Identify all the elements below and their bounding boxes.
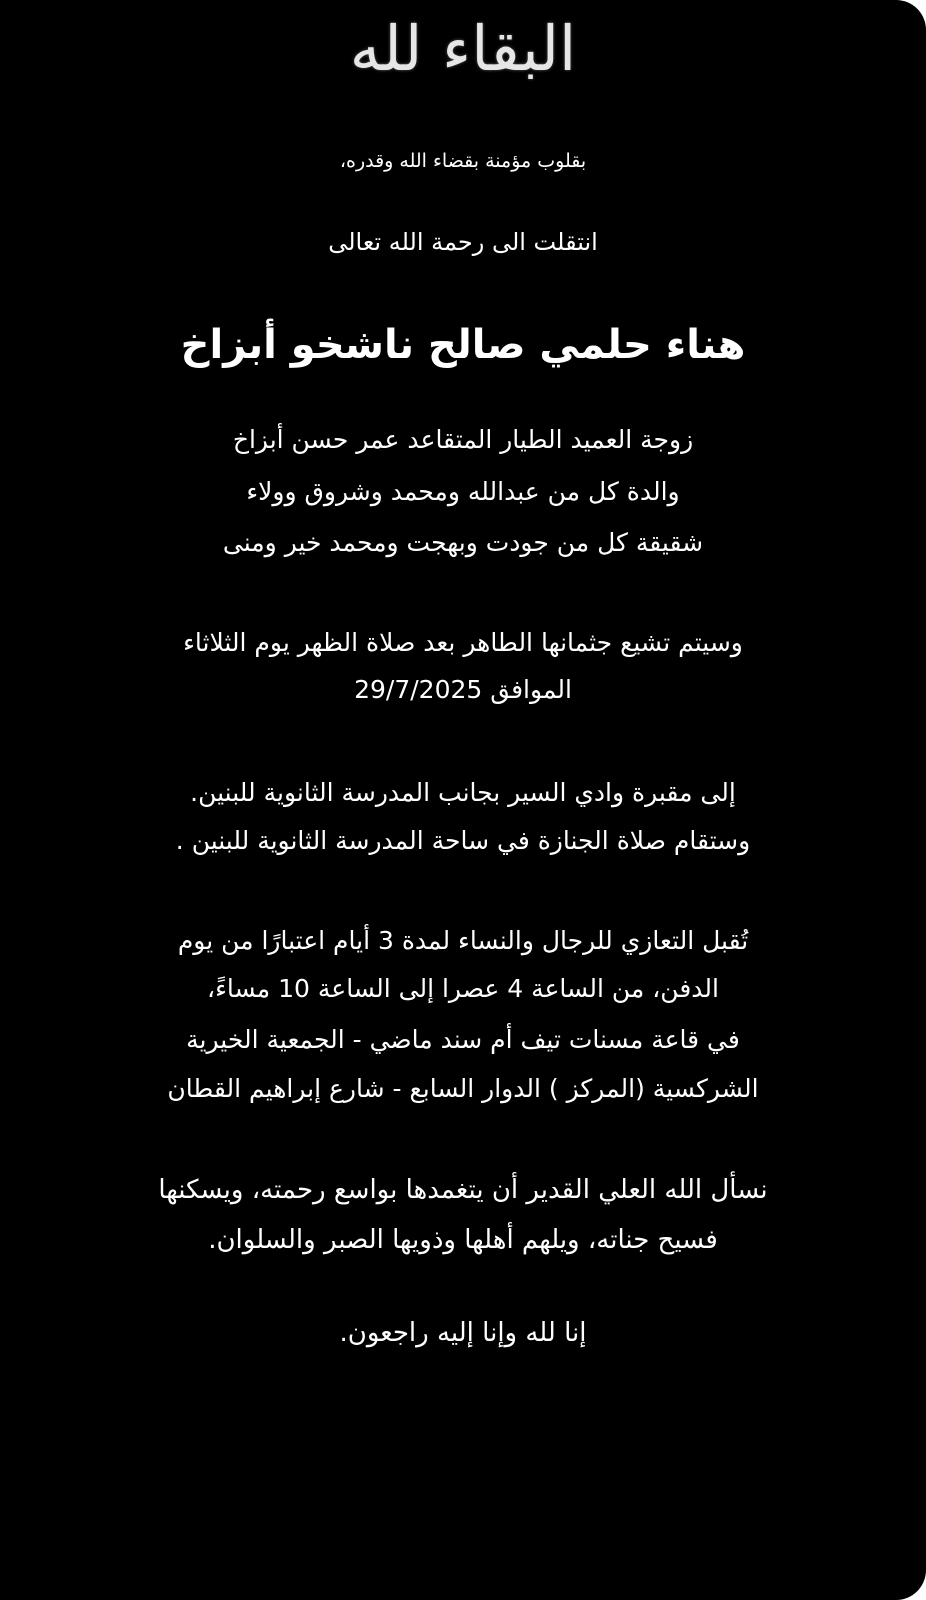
condolence-line-4: الشركسية (المركز ) الدوار السابع - شارع إبراهيم القطان [167, 1074, 759, 1103]
relation-line-1: زوجة العميد الطيار المتقاعد عمر حسن أبزاخ [232, 425, 694, 454]
calligraphy-heading: البقاء لله [349, 12, 577, 85]
prayer-line-2: فسيح جناته، ويلهم أهلها وذويها الصبر والسلوان. [208, 1225, 718, 1255]
deceased-name: هناء حلمي صالح ناشخو أبزاخ [180, 322, 746, 368]
subtitle-line: بقلوب مؤمنة بقضاء الله وقدره، [339, 150, 587, 172]
condolence-line-2: الدفن، من الساعة 4 عصرا إلى الساعة 10 مساءً، [207, 974, 719, 1003]
funeral-line-1: وسيتم تشيع جثمانها الطاهر بعد صلاة الظهر يوم الثلاثاء [183, 628, 743, 657]
condolence-line-1: تُقبل التعازي للرجال والنساء لمدة 3 أيام اعتبارًا من يوم [177, 926, 749, 955]
closing-line: إنا لله وإنا إليه راجعون. [339, 1318, 587, 1348]
prayer-line-1: نسأل الله العلي القدير أن يتغمدها بواسع رحمته، ويسكنها [158, 1175, 768, 1205]
burial-line-1: إلى مقبرة وادي السير بجانب المدرسة الثانوية للبنين. [190, 778, 736, 807]
burial-line-2: وستقام صلاة الجنازة في ساحة المدرسة الثانوية للبنين . [175, 826, 751, 855]
funeral-line-2: الموافق 29/7/2025 [354, 675, 572, 704]
relation-line-2: والدة كل من عبدالله ومحمد وشروق وولاء [246, 477, 680, 506]
condolence-line-3: في قاعة مسنات تيف أم سند ماضي - الجمعية الخيرية [186, 1025, 740, 1054]
relation-line-3: شقيقة كل من جودت وبهجت ومحمد خير ومنى [222, 528, 704, 557]
passed-away-line: انتقلت الى رحمة الله تعالى [328, 228, 598, 256]
